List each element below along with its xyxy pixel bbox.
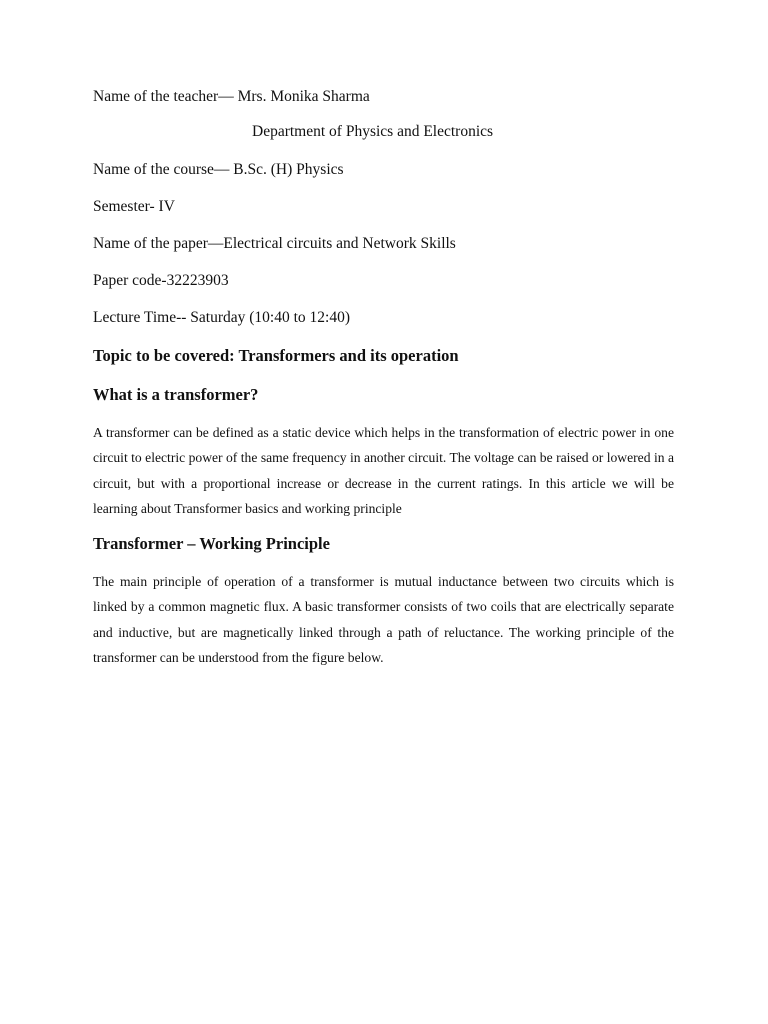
paragraph-transformer-definition: A transformer can be defined as a static device which helps in the transformation of electric power in one circuit to electric power of the same frequency in another circuit. The voltage can be raised or lowered in a circuit, but with a proportional increase or decrease in the current ratings. In this article we will be learning about Transformer basics and working principle xyxy=(93,425,674,516)
topic-heading: Topic to be covered: Transformers and its operation xyxy=(93,346,459,365)
section-heading-what-is-transformer: What is a transformer? xyxy=(93,385,259,404)
paper-name: Name of the paper—Electrical circuits and Network Skills xyxy=(93,235,456,252)
teacher-name: Name of the teacher— Mrs. Monika Sharma xyxy=(93,88,370,105)
lecture-time: Lecture Time-- Saturday (10:40 to 12:40) xyxy=(93,309,350,326)
semester: Semester- IV xyxy=(93,198,175,215)
paragraph-working-principle: The main principle of operation of a transformer is mutual inductance between two circuits which is linked by a common magnetic flux. A basic transformer consists of two coils that are electrically separate and inductive, but are magnetically linked through a path of reluctance. The working principle of the transformer can be understood from the figure below. xyxy=(93,574,674,665)
department-name: Department of Physics and Electronics xyxy=(252,123,494,140)
section-heading-working-principle: Transformer – Working Principle xyxy=(93,534,330,553)
course-name: Name of the course— B.Sc. (H) Physics xyxy=(93,161,344,178)
paper-code: Paper code-32223903 xyxy=(93,272,229,289)
